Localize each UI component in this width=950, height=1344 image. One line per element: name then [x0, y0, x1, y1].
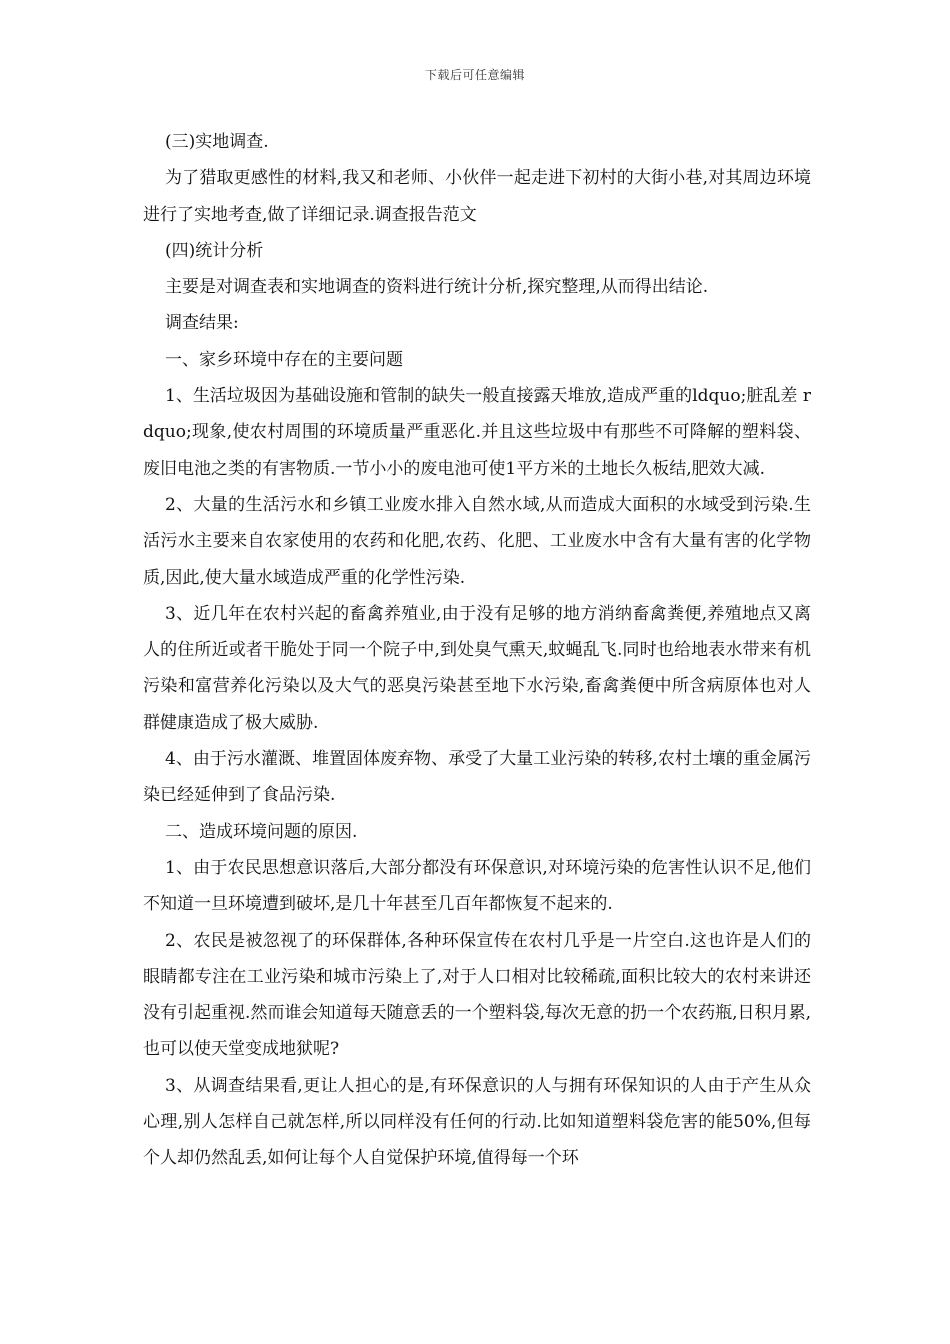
- paragraph-cause-2: 2、农民是被忽视了的环保群体,各种环保宣传在农村几乎是一片空白.这也许是人们的眼睛都专注在工业污染和城市污染上了,对于人口相对比较稀疏,面积比较大的农村来讲还没有引起重视.然而谁会知道每天随意丢的一个塑料袋,每次无意的扔一个农药瓶,日积月累,也可以使天堂变成地狱呢?: [143, 930, 811, 1060]
- section-heading-results: 调查结果:: [165, 313, 239, 334]
- section-heading-statistics: (四)统计分析: [165, 240, 264, 261]
- paragraph-field-survey: 为了猎取更感性的材料,我又和老师、小伙伴一起走进下初村的大街小巷,对其周边环境进行了实地考查,做了详细记录.调查报告范文: [143, 168, 811, 225]
- paragraph-statistics: 主要是对调查表和实地调查的资料进行统计分析,探究整理,从而得出结论.: [165, 277, 709, 298]
- section-heading-causes: 二、造成环境问题的原因.: [165, 821, 358, 842]
- page-header: 下载后可任意编辑: [424, 68, 525, 82]
- paragraph-problem-1: 1、生活垃圾因为基础设施和管制的缺失一般直接露天堆放,造成严重的ldquo;脏乱差 rdquo;现象,使农村周围的环境质量严重恶化.并且这些垃圾中有那些不可降解的塑料袋、废旧电池之类的有害物质.一节小小的废电池可使1平方米的土地长久板结,肥效大减.: [143, 386, 811, 479]
- paragraph-problem-2: 2、大量的生活污水和乡镇工业废水排入自然水域,从而造成大面积的水域受到污染.生活污水主要来自农家使用的农药和化肥,农药、化肥、工业废水中含有大量有害的化学物质,因此,使大量水域造成严重的化学性污染.: [143, 494, 811, 588]
- document-body: [143, 124, 811, 1177]
- paragraph-cause-3: 3、从调查结果看,更让人担心的是,有环保意识的人与拥有环保知识的人由于产生从众心理,别人怎样自己就怎样,所以同样没有任何的行动.比如知道塑料袋危害的能50%,但每个人却仍然乱丢,如何让每个人自觉保护环境,值得每一个环: [143, 1075, 811, 1169]
- paragraph-problem-4: 4、由于污水灌溉、堆置固体废弃物、承受了大量工业污染的转移,农村土壤的重金属污染已经延伸到了食品污染.: [143, 749, 811, 806]
- paragraph-problem-3: 3、近几年在农村兴起的畜禽养殖业,由于没有足够的地方消纳畜禽粪便,养殖地点又离人的住所近或者干脆处于同一个院子中,到处臭气熏天,蚊蝇乱飞.同时也给地表水带来有机污染和富营养化污染以及大气的恶臭污染甚至地下水污染,畜禽粪便中所含病原体也对人群健康造成了极大威胁.: [143, 603, 811, 733]
- paragraph-cause-1: 1、由于农民思想意识落后,大部分都没有环保意识,对环境污染的危害性认识不足,他们不知道一旦环境遭到破坏,是几十年甚至几百年都恢复不起来的.: [143, 857, 811, 915]
- section-heading-main-problems: 一、家乡环境中存在的主要问题: [165, 349, 403, 370]
- section-heading-field-survey: (三)实地调查.: [165, 132, 269, 152]
